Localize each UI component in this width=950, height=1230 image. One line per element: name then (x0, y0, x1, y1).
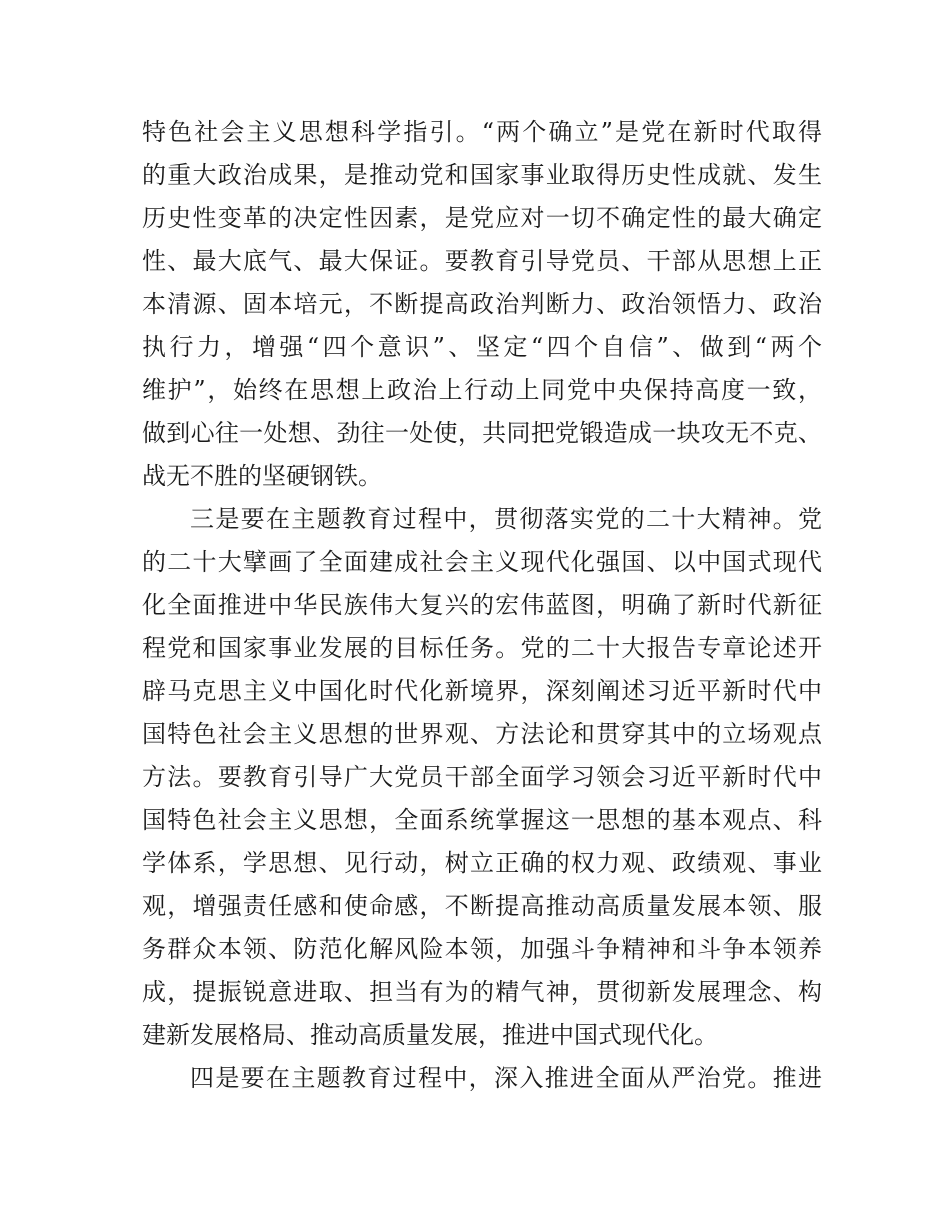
paragraph-1-line: 执行力，增强“四个意识”、坚定“四个自信”、做到“两个 (142, 333, 822, 361)
paragraph-1-line: 战无不胜的坚硬钢铁。 (142, 462, 382, 490)
paragraph-2-line: 学体系，学思想、见行动，树立正确的权力观、政绩观、事业 (142, 849, 822, 877)
paragraph-2-line: 国特色社会主义思想的世界观、方法论和贯穿其中的立场观点 (142, 720, 822, 748)
paragraph-2-line: 成，提振锐意进取、担当有为的精气神，贯彻新发展理念、构 (142, 978, 822, 1006)
paragraph-2-line: 程党和国家事业发展的目标任务。党的二十大报告专章论述开 (142, 634, 822, 662)
paragraph-2-line: 国特色社会主义思想，全面系统掌握这一思想的基本观点、科 (142, 806, 822, 834)
paragraph-2-line: 三是要在主题教育过程中，贯彻落实党的二十大精神。党 (190, 505, 822, 533)
paragraph-1-line: 历史性变革的决定性因素，是党应对一切不确定性的最大确定 (142, 204, 822, 232)
paragraph-2-line: 的二十大擘画了全面建成社会主义现代化强国、以中国式现代 (142, 548, 822, 576)
paragraph-1-line: 维护”，始终在思想上政治上行动上同党中央保持高度一致， (142, 376, 822, 404)
paragraph-2-line: 化全面推进中华民族伟大复兴的宏伟蓝图，明确了新时代新征 (142, 591, 822, 619)
paragraph-1-line: 特色社会主义思想科学指引。“两个确立”是党在新时代取得 (142, 118, 822, 146)
paragraph-1-line: 本清源、固本培元，不断提高政治判断力、政治领悟力、政治 (142, 290, 822, 318)
paragraph-1-line: 的重大政治成果，是推动党和国家事业取得历史性成就、发生 (142, 161, 822, 189)
paragraph-2-line: 方法。要教育引导广大党员干部全面学习领会习近平新时代中 (142, 763, 822, 791)
paragraph-2-line: 建新发展格局、推动高质量发展，推进中国式现代化。 (142, 1021, 718, 1049)
paragraph-2-line: 辟马克思主义中国化时代化新境界，深刻阐述习近平新时代中 (142, 677, 822, 705)
paragraph-2-line: 务群众本领、防范化解风险本领，加强斗争精神和斗争本领养 (142, 935, 822, 963)
paragraph-1-line: 做到心往一处想、劲往一处使，共同把党锻造成一块攻无不克、 (142, 419, 822, 447)
paragraph-3-line: 四是要在主题教育过程中，深入推进全面从严治党。推进 (190, 1064, 822, 1092)
paragraph-2-line: 观，增强责任感和使命感，不断提高推动高质量发展本领、服 (142, 892, 822, 920)
paragraph-1-line: 性、最大底气、最大保证。要教育引导党员、干部从思想上正 (142, 247, 822, 275)
